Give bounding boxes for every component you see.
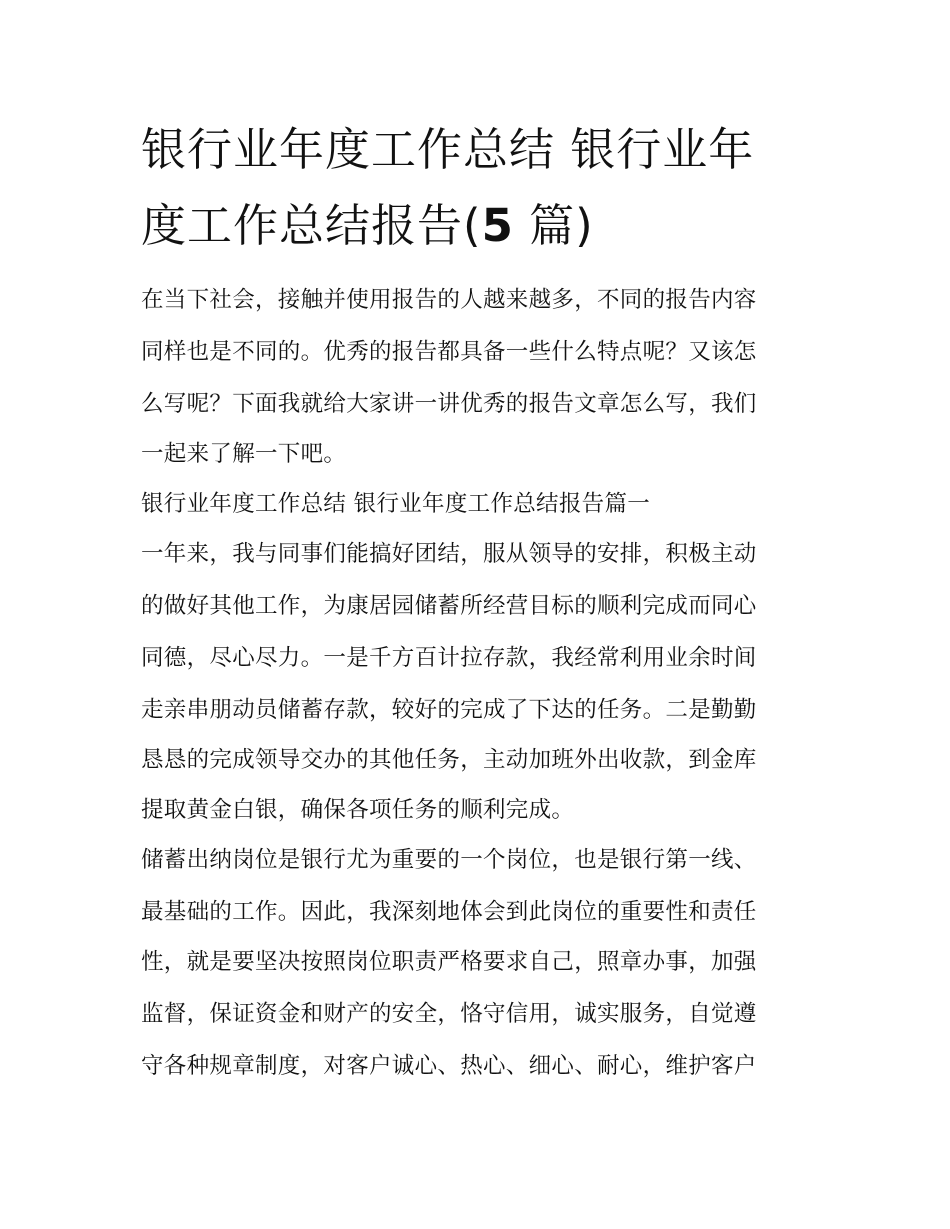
body-text-line: 性，就是要坚决按照岗位职责严格要求自己，照章办事，加强	[141, 949, 757, 975]
title-line-2-number: 5	[481, 199, 514, 252]
section-heading: 银行业年度工作总结 银行业年度工作总结报告篇一	[141, 491, 651, 517]
document-title	[141, 112, 821, 264]
title-line-1: 银行业年度工作总结 银行业年	[141, 123, 755, 176]
body-text-line: 最基础的工作。因此，我深刻地体会到此岗位的重要性和责任	[141, 899, 757, 925]
body-text-line: 监督，保证资金和财产的安全，恪守信用，诚实服务，自觉遵	[141, 1001, 757, 1027]
body-text-line: 的做好其他工作，为康居园储蓄所经营目标的顺利完成而同心	[141, 593, 757, 619]
body-text-line: 提取黄金白银，确保各项任务的顺利完成。	[141, 797, 575, 823]
body-text-line: 守各种规章制度，对客户诚心、热心、细心、耐心，维护客户	[141, 1053, 757, 1079]
body-text-line: 同样也是不同的。优秀的报告都具备一些什么特点呢？又该怎	[141, 339, 757, 365]
body-text-line: 一年来，我与同事们能搞好团结，服从领导的安排，积极主动	[141, 541, 757, 567]
body-text-line: 储蓄出纳岗位是银行尤为重要的一个岗位，也是银行第一线、	[141, 847, 757, 873]
body-text-line: 在当下社会，接触并使用报告的人越来越多，不同的报告内容	[141, 287, 757, 313]
title-line-2-end: 篇)	[513, 199, 594, 252]
body-text-line: 么写呢？下面我就给大家讲一讲优秀的报告文章怎么写，我们	[141, 391, 757, 417]
body-text-line: 一起来了解一下吧。	[141, 441, 347, 467]
body-text-line: 恳恳的完成领导交办的其他任务，主动加班外出收款，到金库	[141, 747, 757, 773]
title-line-2-start: 度工作总结报告(	[141, 199, 482, 252]
body-text-line: 走亲串朋动员储蓄存款，较好的完成了下达的任务。二是勤勤	[141, 697, 757, 723]
body-text-line: 同德，尽心尽力。一是千方百计拉存款，我经常利用业余时间	[141, 645, 757, 671]
